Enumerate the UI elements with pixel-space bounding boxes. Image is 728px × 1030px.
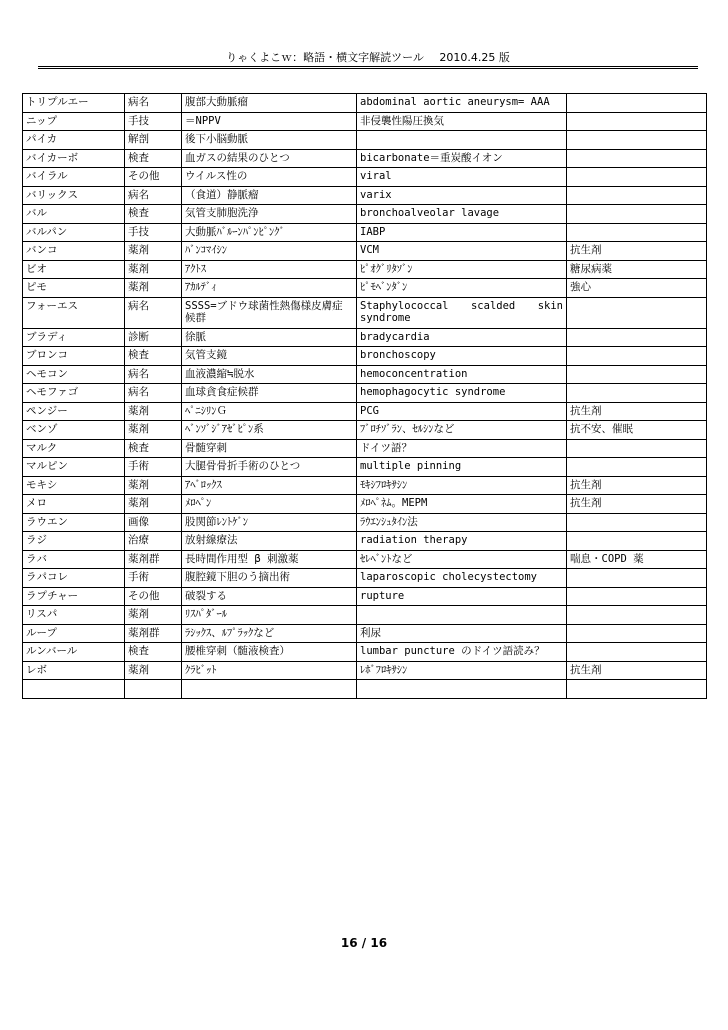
english-cell: ﾌﾞﾛﾁｿﾞﾗﾝ、ｾﾙｼﾝなど bbox=[357, 421, 567, 440]
category-cell: 病名 bbox=[125, 365, 182, 384]
meaning-cell: ｱｶﾙﾃﾞｨ bbox=[182, 279, 357, 298]
category-cell: 病名 bbox=[125, 186, 182, 205]
category-cell: その他 bbox=[125, 587, 182, 606]
meaning-cell: ＝NPPV bbox=[182, 112, 357, 131]
term-cell: ラバ bbox=[23, 550, 125, 569]
category-cell: 薬剤 bbox=[125, 260, 182, 279]
note-cell bbox=[567, 458, 707, 477]
table-row bbox=[23, 365, 707, 384]
table-row bbox=[23, 131, 707, 150]
table-row bbox=[23, 458, 707, 477]
meaning-cell: 長時間作用型 β 刺激薬 bbox=[182, 550, 357, 569]
table-row bbox=[23, 606, 707, 625]
table-row bbox=[23, 384, 707, 403]
meaning-cell bbox=[182, 680, 357, 699]
english-cell: bronchoalveolar lavage bbox=[357, 205, 567, 224]
category-cell: 手技 bbox=[125, 223, 182, 242]
term-cell: ヘモファゴ bbox=[23, 384, 125, 403]
note-cell: 糖尿病薬 bbox=[567, 260, 707, 279]
term-cell: ラパコレ bbox=[23, 569, 125, 588]
note-cell: 抗生剤 bbox=[567, 242, 707, 261]
table-row bbox=[23, 112, 707, 131]
note-cell bbox=[567, 223, 707, 242]
note-cell bbox=[567, 149, 707, 168]
category-cell: 検査 bbox=[125, 439, 182, 458]
note-cell: 抗生剤 bbox=[567, 495, 707, 514]
category-cell: 画像 bbox=[125, 513, 182, 532]
table-row bbox=[23, 205, 707, 224]
term-cell: レボ bbox=[23, 661, 125, 680]
table-row bbox=[23, 297, 707, 328]
table-row bbox=[23, 587, 707, 606]
term-cell: バルパン bbox=[23, 223, 125, 242]
category-cell: 病名 bbox=[125, 94, 182, 113]
term-cell: ルンバール bbox=[23, 643, 125, 662]
category-cell: 検査 bbox=[125, 149, 182, 168]
english-cell bbox=[357, 131, 567, 150]
meaning-cell: ﾍﾟﾆｼﾘﾝＧ bbox=[182, 402, 357, 421]
meaning-cell: 血球貪食症候群 bbox=[182, 384, 357, 403]
category-cell: 手術 bbox=[125, 458, 182, 477]
note-cell bbox=[567, 439, 707, 458]
table-row bbox=[23, 279, 707, 298]
term-cell: ヘモコン bbox=[23, 365, 125, 384]
note-cell bbox=[567, 569, 707, 588]
table-row bbox=[23, 495, 707, 514]
english-cell bbox=[357, 606, 567, 625]
category-cell: 薬剤 bbox=[125, 495, 182, 514]
term-cell: マルク bbox=[23, 439, 125, 458]
term-cell: ラジ bbox=[23, 532, 125, 551]
english-cell: multiple pinning bbox=[357, 458, 567, 477]
meaning-cell: 股関節ﾚﾝﾄｹﾞﾝ bbox=[182, 513, 357, 532]
table-row bbox=[23, 532, 707, 551]
english-cell: ｾﾚﾍﾞﾝﾄなど bbox=[357, 550, 567, 569]
note-cell bbox=[567, 94, 707, 113]
header-rule bbox=[38, 66, 698, 69]
term-cell: ペンジー bbox=[23, 402, 125, 421]
english-cell: abdominal aortic aneurysm= AAA bbox=[357, 94, 567, 113]
note-cell bbox=[567, 131, 707, 150]
category-cell: 薬剤 bbox=[125, 606, 182, 625]
meaning-cell: ﾘｽﾊﾟﾀﾞｰﾙ bbox=[182, 606, 357, 625]
note-cell bbox=[567, 328, 707, 347]
table-row bbox=[23, 186, 707, 205]
page-header bbox=[38, 50, 698, 66]
note-cell bbox=[567, 186, 707, 205]
english-cell: VCM bbox=[357, 242, 567, 261]
table-row bbox=[23, 643, 707, 662]
meaning-cell: 腰椎穿刺（髄液検査） bbox=[182, 643, 357, 662]
category-cell: 薬剤 bbox=[125, 242, 182, 261]
meaning-cell: ｱｸﾄｽ bbox=[182, 260, 357, 279]
meaning-cell: （食道）静脈瘤 bbox=[182, 186, 357, 205]
note-cell bbox=[567, 297, 707, 328]
term-cell: リスパ bbox=[23, 606, 125, 625]
term-cell: バル bbox=[23, 205, 125, 224]
table-row bbox=[23, 421, 707, 440]
meaning-cell: 徐脈 bbox=[182, 328, 357, 347]
english-cell: IABP bbox=[357, 223, 567, 242]
table-row bbox=[23, 347, 707, 366]
category-cell: 薬剤 bbox=[125, 476, 182, 495]
english-cell: Staphylococcal scalded skin syndrome bbox=[357, 297, 567, 328]
meaning-cell: ｸﾗﾋﾞｯﾄ bbox=[182, 661, 357, 680]
note-cell bbox=[567, 587, 707, 606]
term-cell: メロ bbox=[23, 495, 125, 514]
meaning-cell: 腹腔鏡下胆のう摘出術 bbox=[182, 569, 357, 588]
page-number: 16 / 16 bbox=[340, 936, 388, 950]
term-cell: ブラディ bbox=[23, 328, 125, 347]
term-cell: バイカーボ bbox=[23, 149, 125, 168]
english-cell: ﾗｳｴﾝｼｭﾀｲﾝ法 bbox=[357, 513, 567, 532]
english-cell: 非侵襲性陽圧換気 bbox=[357, 112, 567, 131]
category-cell: 病名 bbox=[125, 384, 182, 403]
meaning-cell: ｱﾍﾞﾛｯｸｽ bbox=[182, 476, 357, 495]
meaning-cell: 骨髄穿刺 bbox=[182, 439, 357, 458]
table-row bbox=[23, 94, 707, 113]
table-row bbox=[23, 624, 707, 643]
term-cell: ニップ bbox=[23, 112, 125, 131]
english-cell bbox=[357, 680, 567, 699]
term-cell: ラプチャー bbox=[23, 587, 125, 606]
english-cell: lumbar puncture のドイツ語読み？ bbox=[357, 643, 567, 662]
term-cell: ピモ bbox=[23, 279, 125, 298]
meaning-cell: 血液濃縮≒脱水 bbox=[182, 365, 357, 384]
english-cell: ﾋﾟﾓﾍﾞﾝﾀﾞﾝ bbox=[357, 279, 567, 298]
term-cell: ベンゾ bbox=[23, 421, 125, 440]
term-cell: ビオ bbox=[23, 260, 125, 279]
table-row bbox=[23, 550, 707, 569]
note-cell: 抗生剤 bbox=[567, 661, 707, 680]
english-cell: 利尿 bbox=[357, 624, 567, 643]
meaning-cell: 腹部大動脈瘤 bbox=[182, 94, 357, 113]
note-cell bbox=[567, 624, 707, 643]
note-cell bbox=[567, 384, 707, 403]
term-cell: ブロンコ bbox=[23, 347, 125, 366]
category-cell: 診断 bbox=[125, 328, 182, 347]
term-cell: バリックス bbox=[23, 186, 125, 205]
term-cell: トリプルエー bbox=[23, 94, 125, 113]
table-row bbox=[23, 260, 707, 279]
term-cell: フォーエス bbox=[23, 297, 125, 328]
category-cell: 手術 bbox=[125, 569, 182, 588]
category-cell: 手技 bbox=[125, 112, 182, 131]
term-cell: ループ bbox=[23, 624, 125, 643]
document-title: りゃくよこｗ：略語・横文字解読ツール bbox=[226, 51, 424, 64]
table-row bbox=[23, 242, 707, 261]
note-cell bbox=[567, 112, 707, 131]
term-cell: ラウエン bbox=[23, 513, 125, 532]
english-cell: ﾋﾟｵｸﾞﾘﾀｿﾞﾝ bbox=[357, 260, 567, 279]
category-cell: 薬剤 bbox=[125, 402, 182, 421]
meaning-cell: ﾊﾞﾝｺﾏｲｼﾝ bbox=[182, 242, 357, 261]
term-cell: バンコ bbox=[23, 242, 125, 261]
category-cell: 薬剤 bbox=[125, 661, 182, 680]
note-cell bbox=[567, 606, 707, 625]
term-cell: モキシ bbox=[23, 476, 125, 495]
meaning-cell: 大腿骨骨折手術のひとつ bbox=[182, 458, 357, 477]
note-cell bbox=[567, 205, 707, 224]
document-version: 2010.4.25 版 bbox=[439, 51, 510, 64]
category-cell: 薬剤群 bbox=[125, 624, 182, 643]
meaning-cell: 血ガスの結果のひとつ bbox=[182, 149, 357, 168]
note-cell bbox=[567, 532, 707, 551]
english-cell: bronchoscopy bbox=[357, 347, 567, 366]
meaning-cell: ﾍﾞﾝｿﾞｼﾞｱｾﾞﾋﾟﾝ系 bbox=[182, 421, 357, 440]
note-cell bbox=[567, 643, 707, 662]
category-cell: 検査 bbox=[125, 205, 182, 224]
meaning-cell: ﾗｼｯｸｽ、ﾙﾌﾟﾗｯｸなど bbox=[182, 624, 357, 643]
category-cell: 薬剤 bbox=[125, 421, 182, 440]
note-cell: 抗生剤 bbox=[567, 476, 707, 495]
english-cell: ﾚﾎﾞﾌﾛｷｻｼﾝ bbox=[357, 661, 567, 680]
table-row bbox=[23, 569, 707, 588]
note-cell bbox=[567, 513, 707, 532]
meaning-cell: 気管支鏡 bbox=[182, 347, 357, 366]
meaning-cell: 破裂する bbox=[182, 587, 357, 606]
glossary-table bbox=[22, 93, 707, 699]
term-cell: パイカ bbox=[23, 131, 125, 150]
english-cell: ﾒﾛﾍﾟﾈﾑ。MEPM bbox=[357, 495, 567, 514]
english-cell: laparoscopic cholecystectomy bbox=[357, 569, 567, 588]
note-cell bbox=[567, 365, 707, 384]
table-row bbox=[23, 476, 707, 495]
table-row bbox=[23, 223, 707, 242]
table-row bbox=[23, 402, 707, 421]
table-row bbox=[23, 439, 707, 458]
note-cell: 抗生剤 bbox=[567, 402, 707, 421]
note-cell bbox=[567, 168, 707, 187]
glossary-body bbox=[23, 94, 707, 699]
note-cell: 抗不安、催眠 bbox=[567, 421, 707, 440]
english-cell: bradycardia bbox=[357, 328, 567, 347]
meaning-cell: 放射線療法 bbox=[182, 532, 357, 551]
category-cell: 解剖 bbox=[125, 131, 182, 150]
note-cell: 喘息・COPD 薬 bbox=[567, 550, 707, 569]
category-cell: 薬剤群 bbox=[125, 550, 182, 569]
english-cell: ドイツ語？ bbox=[357, 439, 567, 458]
table-row bbox=[23, 661, 707, 680]
category-cell: 検査 bbox=[125, 347, 182, 366]
english-cell: hemoconcentration bbox=[357, 365, 567, 384]
category-cell: 治療 bbox=[125, 532, 182, 551]
table-row bbox=[23, 149, 707, 168]
table-row bbox=[23, 168, 707, 187]
table-row bbox=[23, 328, 707, 347]
english-cell: bicarbonate＝重炭酸イオン bbox=[357, 149, 567, 168]
table-row bbox=[23, 680, 707, 699]
category-cell: 薬剤 bbox=[125, 279, 182, 298]
meaning-cell: SSSS=ブドウ球菌性熱傷様皮膚症候群 bbox=[182, 297, 357, 328]
english-cell: hemophagocytic syndrome bbox=[357, 384, 567, 403]
category-cell: その他 bbox=[125, 168, 182, 187]
note-cell bbox=[567, 680, 707, 699]
category-cell bbox=[125, 680, 182, 699]
english-cell: radiation therapy bbox=[357, 532, 567, 551]
english-cell: viral bbox=[357, 168, 567, 187]
english-cell: rupture bbox=[357, 587, 567, 606]
meaning-cell: ウイルス性の bbox=[182, 168, 357, 187]
note-cell bbox=[567, 347, 707, 366]
meaning-cell: 大動脈ﾊﾞﾙｰﾝﾊﾟﾝﾋﾟﾝｸﾞ bbox=[182, 223, 357, 242]
english-cell: varix bbox=[357, 186, 567, 205]
category-cell: 病名 bbox=[125, 297, 182, 328]
term-cell bbox=[23, 680, 125, 699]
english-cell: PCG bbox=[357, 402, 567, 421]
meaning-cell: 気管支肺胞洗浄 bbox=[182, 205, 357, 224]
meaning-cell: ﾒﾛﾍﾟﾝ bbox=[182, 495, 357, 514]
meaning-cell: 後下小脳動脈 bbox=[182, 131, 357, 150]
note-cell: 強心 bbox=[567, 279, 707, 298]
category-cell: 検査 bbox=[125, 643, 182, 662]
term-cell: マルピン bbox=[23, 458, 125, 477]
table-row bbox=[23, 513, 707, 532]
english-cell: ﾓｷｼﾌﾛｷｻｼﾝ bbox=[357, 476, 567, 495]
term-cell: バイラル bbox=[23, 168, 125, 187]
